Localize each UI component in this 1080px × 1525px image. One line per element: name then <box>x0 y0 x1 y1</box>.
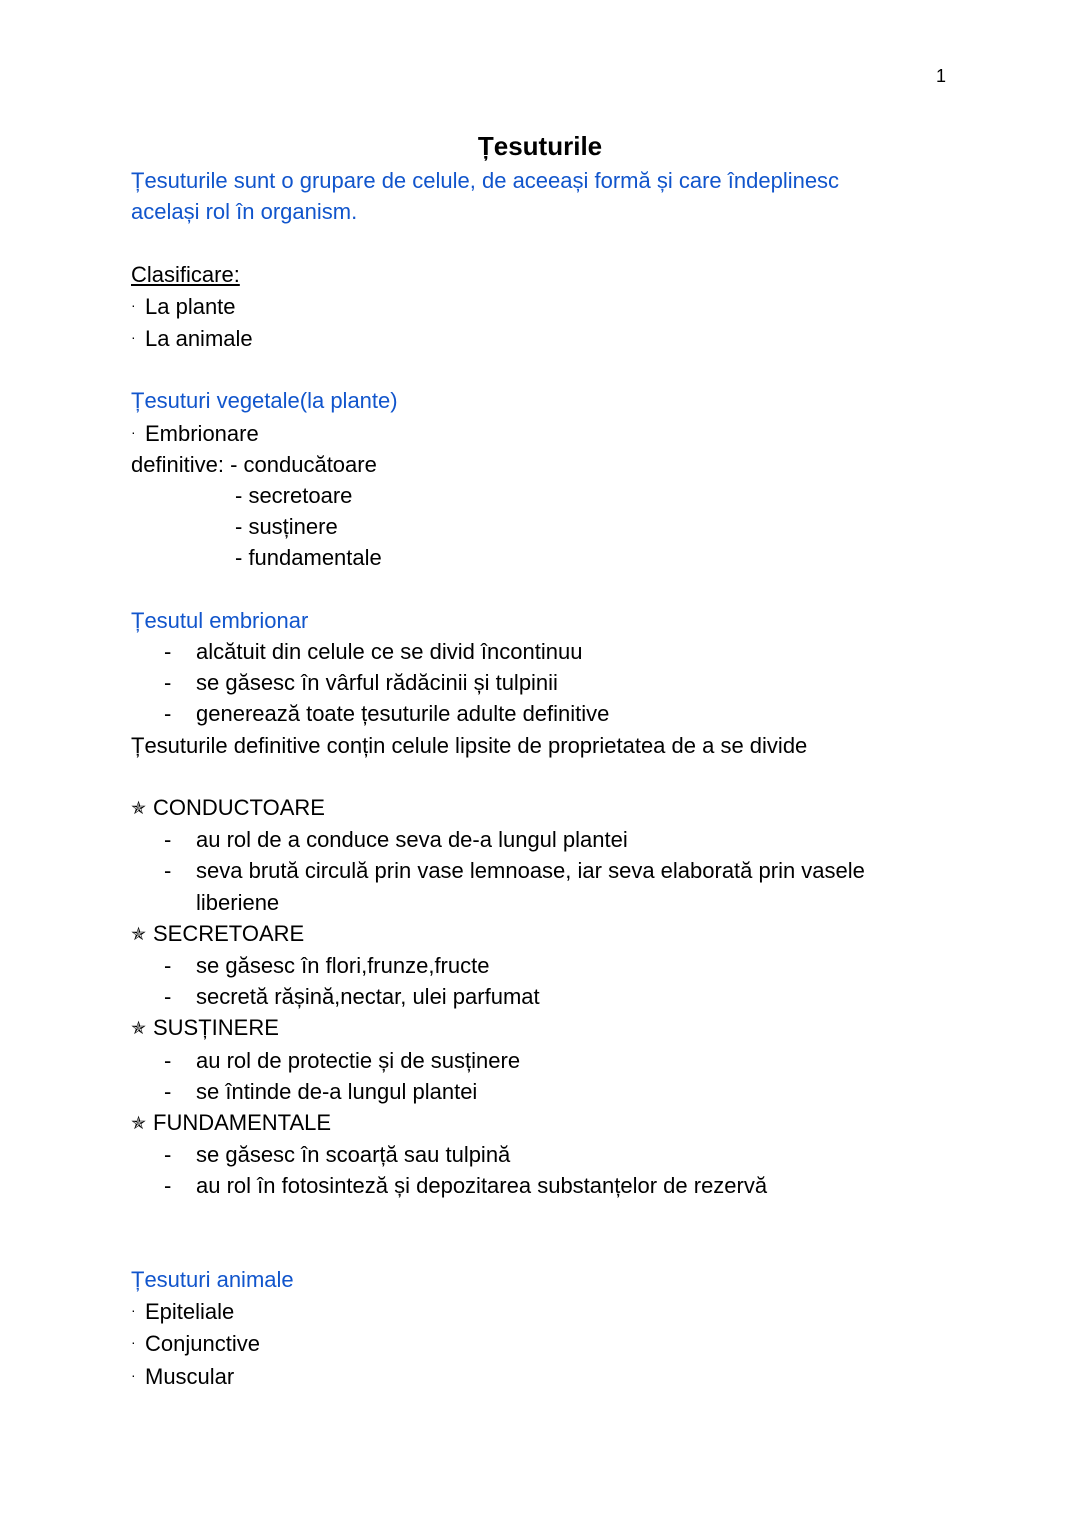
intro-paragraph: Țesuturile sunt o grupare de celule, de aceeași formă și care îndeplinesc același rol în organism. <box>131 168 840 225</box>
dash-icon: - <box>164 1173 172 1199</box>
definitive-item: - susținere <box>235 514 338 540</box>
dash-icon: - <box>164 1142 172 1168</box>
definitive-label: definitive: <box>131 451 224 477</box>
document-body <box>131 165 951 1392</box>
dash-icon: - <box>164 953 172 979</box>
list-item-label: Epiteliale <box>145 1299 235 1325</box>
list-item <box>131 981 951 1012</box>
dash-icon: - <box>164 858 172 884</box>
list-item <box>131 1139 951 1170</box>
plant-tissues-heading: Țesuturi vegetale(la plante) <box>131 388 398 414</box>
list-item-label: au rol în fotosinteză și depozitarea substanțelor de rezervă <box>196 1173 768 1199</box>
list-item-label: Embrionare <box>145 420 259 446</box>
definitive-item: - conducătoare <box>230 451 377 477</box>
list-item <box>131 636 951 667</box>
list-item <box>131 1045 951 1076</box>
tissue-type-heading <box>131 1107 951 1139</box>
bullet-icon: · <box>131 1334 136 1351</box>
list-item-label: Muscular <box>145 1363 235 1389</box>
definitive-row <box>131 449 951 480</box>
definitive-item: - fundamentale <box>235 545 382 571</box>
tissue-type-name: SUSȚINERE <box>153 1015 279 1041</box>
list-item-label: se găsesc în flori,frunze,fructe <box>196 953 490 979</box>
list-item-label: se găsesc în vârful rădăcinii și tulpinii <box>196 670 558 696</box>
dash-icon: - <box>164 1047 172 1073</box>
bullet-icon: · <box>131 1302 136 1319</box>
dash-icon: - <box>164 639 172 664</box>
tissue-type-name: FUNDAMENTALE <box>153 1110 332 1136</box>
dash-icon: - <box>164 984 172 1010</box>
list-item <box>131 290 951 322</box>
bullet-icon: · <box>131 329 136 345</box>
dash-icon: - <box>164 1078 172 1104</box>
page-title: Țesuturile <box>477 131 603 161</box>
bullet-icon: · <box>131 296 136 313</box>
list-item-label: au rol de protectie și de susținere <box>196 1047 521 1073</box>
classification-heading: Clasificare: <box>131 261 240 287</box>
tissue-type-name: SECRETOARE <box>153 920 305 946</box>
list-item <box>131 824 951 855</box>
list-item <box>131 698 951 729</box>
definitive-item: - secretoare <box>235 483 353 508</box>
tissue-type-heading <box>131 1012 951 1044</box>
tissue-type-heading <box>131 918 951 950</box>
list-item-label: Conjunctive <box>145 1331 260 1357</box>
bullet-icon: · <box>131 1366 136 1383</box>
list-item <box>131 322 951 354</box>
star-icon: ✯ <box>131 923 147 944</box>
list-item-label: alcătuit din celule ce se divid încontinuu <box>196 639 583 664</box>
star-icon: ✯ <box>131 798 147 818</box>
list-item-label: La animale <box>145 326 253 351</box>
list-item <box>131 1170 951 1201</box>
list-item <box>131 1360 951 1392</box>
dash-icon: - <box>164 701 172 727</box>
list-item <box>131 950 951 981</box>
list-item-label: La plante <box>145 293 236 319</box>
embryonic-note: Țesuturile definitive conțin celule lipsite de proprietatea de a se divide <box>131 732 808 758</box>
list-item-label: generează toate țesuturile adulte definitive <box>196 701 610 727</box>
bullet-icon: · <box>131 423 136 440</box>
list-item <box>131 1295 951 1327</box>
star-icon: ✯ <box>131 1018 147 1039</box>
list-item-label: se găsesc în scoarță sau tulpină <box>196 1142 511 1168</box>
list-item-label: se întinde de-a lungul plantei <box>196 1078 478 1104</box>
list-item <box>131 855 951 917</box>
star-icon: ✯ <box>131 1113 147 1134</box>
page-number: 1 <box>936 66 947 86</box>
embryonic-heading: Țesutul embrionar <box>131 607 309 633</box>
list-item <box>131 667 951 698</box>
list-item <box>131 417 951 449</box>
tissue-type-heading <box>131 792 951 824</box>
dash-icon: - <box>164 827 172 853</box>
animal-tissues-heading: Țesuturi animale <box>131 1267 294 1293</box>
list-item-label: seva brută circulă prin vase lemnoase, iar seva elaborată prin vasele liberiene <box>196 858 865 915</box>
list-item <box>131 1076 951 1107</box>
list-item-label: au rol de a conduce seva de-a lungul plantei <box>196 827 628 853</box>
list-item <box>131 1327 951 1359</box>
tissue-type-name: CONDUCTOARE <box>153 795 325 820</box>
dash-icon: - <box>164 670 172 696</box>
list-item-label: secretă rășină,nectar, ulei parfumat <box>196 984 540 1010</box>
